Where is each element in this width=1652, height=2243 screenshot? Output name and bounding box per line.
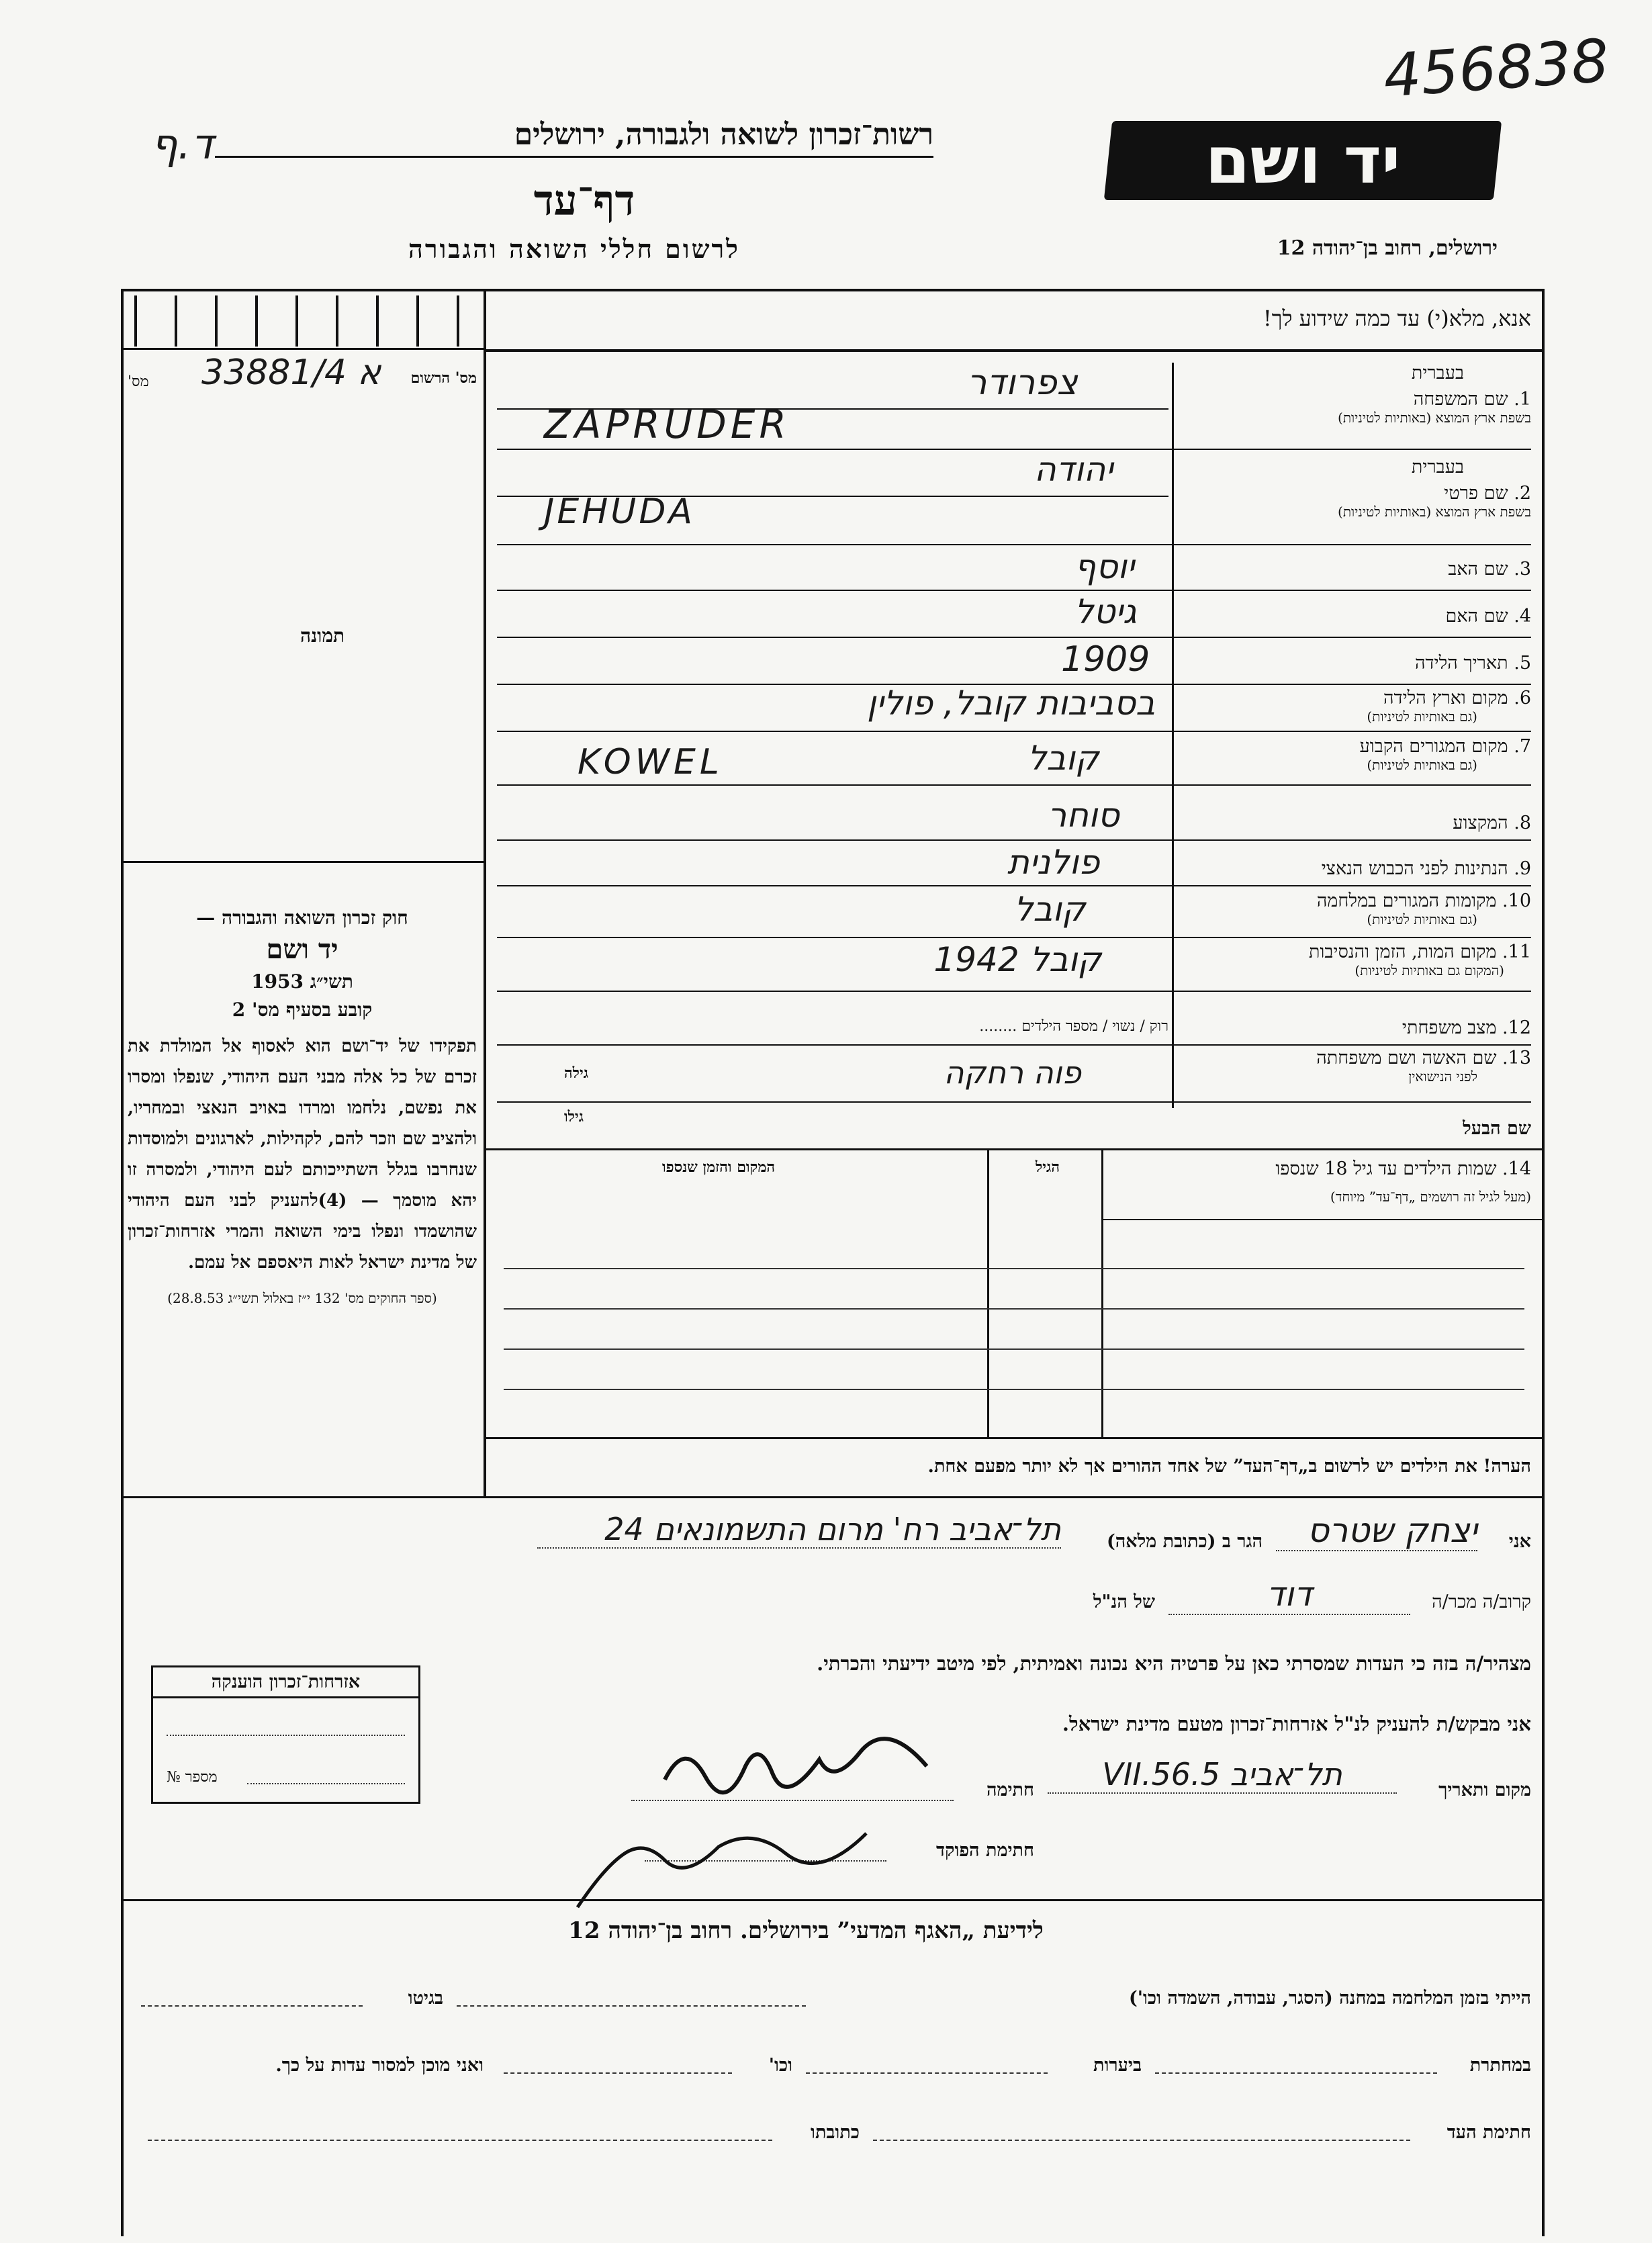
- row1-field2[interactable]: [141, 2005, 363, 2007]
- field-2: [1175, 457, 1531, 551]
- husband-label: שם הבעל: [1463, 1118, 1531, 1139]
- field-4-line: [497, 637, 1531, 638]
- field-1-label: [1175, 389, 1531, 410]
- field-13: [1175, 1048, 1531, 1085]
- statement: מצהיר/ה בזה כי העדות שמסרתי כאן על פרטיה היא נכונה ואמיתית, לפי מיטב ידיעתי והכרתי.: [817, 1652, 1531, 1675]
- note: [497, 1456, 1531, 1477]
- field-1-top: בעברית: [1411, 363, 1464, 383]
- field-9-value[interactable]: פולנית: [1007, 843, 1100, 882]
- frame-top: [121, 289, 1545, 291]
- field-3-value[interactable]: יוסף: [1074, 547, 1135, 586]
- col-place: המקום והזמן שנספו: [661, 1158, 776, 1176]
- row2-c: וכו': [768, 2055, 792, 2076]
- plea-text: אנא, מלא(י) עד כמה שידוע לך!: [1263, 306, 1531, 331]
- field-11: [1175, 942, 1531, 979]
- field-7-label: [1175, 736, 1531, 757]
- field-8-label-text: המקצוע: [1453, 813, 1508, 833]
- registration-label: מס' הרשום: [410, 369, 477, 387]
- logo-text: יד ושם: [1205, 123, 1401, 198]
- registration-no-mark: מס': [128, 373, 149, 390]
- field-11-label: [1175, 942, 1531, 962]
- field-9-line: [497, 885, 1531, 886]
- field-3-label: [1175, 559, 1531, 580]
- field-11-sub: (המקום גם באותיות לטיניות): [1355, 962, 1504, 979]
- bottom-divider: [121, 1899, 1545, 1901]
- field-4-num: 4.: [1514, 606, 1531, 627]
- address: ירושלים, רחוב בן־יהודה 12: [1277, 236, 1498, 260]
- field-4-label: [1175, 606, 1531, 627]
- field-11-label-text: מקום המות, הזמן והנסיבות: [1309, 942, 1497, 962]
- row2-a: במחתרת: [1469, 2055, 1531, 2076]
- law-source: (ספר החוקים מס' 132 י״ז באלול תשי״ג 28.8.53): [167, 1290, 437, 1306]
- field-2-top: בעברית: [1411, 457, 1464, 477]
- field-10-num: 10.: [1502, 890, 1531, 911]
- col-age: הגיל: [1036, 1158, 1060, 1176]
- addr-value[interactable]: תל־אביב רח' מרום התשמונאים 24: [537, 1511, 1061, 1549]
- field-8-line: [497, 839, 1531, 841]
- row2-field1[interactable]: [1155, 2072, 1437, 2074]
- row1-a: הייתי בזמן המלחמה במחנה (הסגר, עבודה, השמדה וכו'): [1128, 1988, 1531, 2009]
- field-3-num: 3.: [1514, 559, 1531, 580]
- children-rows: [504, 1229, 1524, 1417]
- field-10-line: [497, 937, 1531, 938]
- field-5-label: [1175, 653, 1531, 674]
- field-6-line: [497, 731, 1531, 732]
- certificate-title: אזרחות־זכרון הוענקה: [153, 1667, 418, 1698]
- note-top: [486, 1437, 1542, 1439]
- law-year: תשי״ג 1953: [251, 970, 353, 993]
- row3-field1[interactable]: [873, 2140, 1410, 2141]
- registration-value: א 33881/4: [201, 353, 381, 393]
- row3-field2[interactable]: [148, 2140, 772, 2141]
- field-2-value2[interactable]: JEHUDA: [544, 492, 695, 532]
- row2-field2[interactable]: [806, 2072, 1048, 2074]
- of-label: של הנ"ל: [1093, 1592, 1155, 1612]
- field-4-value[interactable]: גיטל: [1074, 592, 1137, 631]
- photo-bottom: [124, 861, 484, 863]
- field-2-num: 2.: [1514, 483, 1531, 504]
- field-13-num: 13.: [1502, 1048, 1531, 1068]
- law-title: חוק זכרון השואה והגבורה —: [196, 907, 408, 929]
- corner-mark: ד.ף: [151, 120, 214, 169]
- field-3-line: [497, 590, 1531, 591]
- plea-divider: [486, 349, 1542, 352]
- i-value[interactable]: יצחק שטרס: [1276, 1511, 1477, 1551]
- officer-label: חתימת הפוקד: [936, 1840, 1034, 1861]
- row2-d: ואני מוכן למסור עדות על כך.: [275, 2055, 484, 2076]
- field-9-label-text: הנתינות לפני הכבוש הנאצי: [1321, 858, 1508, 879]
- field-12-num: 12.: [1502, 1017, 1531, 1038]
- bottom-title: לידיעת „האגף המדעי” בירושלים. רחוב בן־יהודה 12: [568, 1917, 1044, 1944]
- field-13-line: [497, 1101, 1531, 1103]
- field-1-sub: בשפת ארץ המוצא (באותיות לטיניות): [1338, 410, 1531, 426]
- row1-field[interactable]: [457, 2005, 806, 2007]
- field-7: [1175, 736, 1531, 774]
- field-6-value[interactable]: בסביבות קובל, פולין: [866, 684, 1155, 723]
- field-7-num: 7.: [1514, 736, 1531, 757]
- place-date-label: מקום ותאריך: [1438, 1780, 1531, 1800]
- subtitle: לרשום חללי השואה והגבורה: [408, 234, 740, 264]
- tick-row-line: [124, 348, 484, 350]
- field-1-label-text: שם המשפחה: [1413, 389, 1508, 410]
- field-2-value[interactable]: יהודה: [1034, 450, 1113, 489]
- field-6-label: [1175, 688, 1531, 708]
- note-bottom: [121, 1496, 1545, 1498]
- signature-label: חתימה: [986, 1780, 1034, 1800]
- husband-age-label: גילו: [564, 1108, 584, 1126]
- i-label: אני: [1508, 1531, 1531, 1552]
- field-1-num: 1.: [1514, 389, 1531, 410]
- field-10-value[interactable]: קובל: [1014, 890, 1086, 929]
- children-top: [486, 1148, 1542, 1150]
- field-1-value[interactable]: צפרודר: [967, 363, 1078, 403]
- note-prefix: הערה!: [1483, 1456, 1531, 1477]
- field-10: [1175, 890, 1531, 928]
- law-clause: קובע בסעיף מס' 2: [232, 999, 373, 1021]
- field-8-num: 8.: [1514, 813, 1531, 833]
- field-12-value[interactable]: רוק / נשוי / מספר הילדים ........: [979, 1018, 1168, 1035]
- field-1-line2: [497, 449, 1531, 450]
- field-2-line2: [497, 544, 1531, 545]
- field-7-value2[interactable]: KOWEL: [578, 742, 723, 782]
- row2-field3[interactable]: [504, 2072, 732, 2074]
- law-text: תפקידו של יד־ושם הוא לאסוף אל המולדת את זכרם של כל אלה מבני העם היהודי, שנפלו ומסרו את נפשם, נלחמו ומרדו באויב הנאצי ובמחריו, ולהציב שם וזכר להם, לקהילות, לארגונים ולמוסדות שנחרבו בגלל השתייכותם לעם היהודי, ולמסרה זו יהא מוסמך — (4)להעניק לבני העם היהודי שהושמדו ונפלו בימי השואה והמרי אזרחות־זכרון של מדינת ישראל לאות היאספם אל עמם.: [128, 1036, 477, 1273]
- addr-label: הגר ב (כתובת מלאה): [1106, 1531, 1263, 1552]
- field-13-sub: לפני הנישואין: [1408, 1068, 1477, 1085]
- field-13-value[interactable]: פוה רחקה: [944, 1054, 1081, 1091]
- field-2-label: [1175, 483, 1531, 504]
- field-6: [1175, 688, 1531, 725]
- authority-title: רשות־זכרון לשואה ולגבורה, ירושלים: [215, 118, 933, 158]
- law-box: [128, 907, 477, 1307]
- field-3-label-text: שם האב: [1448, 559, 1508, 580]
- field-4-label-text: שם האם: [1445, 606, 1508, 627]
- children-sub: (מעל לגיל זה רושמים „דף־עד” מיוחד): [1330, 1189, 1531, 1205]
- frame-left: [121, 289, 124, 2236]
- photo-label: תמונה: [300, 625, 345, 647]
- note-text: את הילדים יש לרשום ב„דף־העד” של אחד ההורים אך לא יותר מפעם אחת.: [927, 1456, 1477, 1477]
- field-8-value[interactable]: סוחר: [1048, 796, 1119, 835]
- field-10-sub: (גם באותיות לטיניות): [1367, 911, 1477, 928]
- row1-b: בגיטו: [408, 1988, 443, 2009]
- rel-value[interactable]: דוד: [1168, 1575, 1410, 1615]
- tick-marks: [134, 295, 470, 347]
- field-12-label-text: מצב משפחתי: [1402, 1017, 1497, 1038]
- field-7-label-text: מקום המגורים הקבוע: [1359, 736, 1508, 757]
- field-10-label-text: מקומות המגורים במלחמה: [1316, 890, 1497, 911]
- certificate-num-line: [247, 1783, 405, 1784]
- left-col-divider: [484, 289, 486, 1498]
- field-2-label-text: שם פרטי: [1444, 483, 1508, 504]
- field-5-num: 5.: [1514, 653, 1531, 674]
- field-12-label: [1175, 1017, 1531, 1038]
- place-date-value[interactable]: תל־אביב 5.VII.56: [1048, 1756, 1397, 1794]
- certificate-num-label: מספר №: [167, 1769, 218, 1786]
- row2-b: ביערות: [1093, 2055, 1142, 2076]
- bottom-row-3: [134, 2122, 1531, 2162]
- field-7-line: [497, 784, 1531, 786]
- field-5-label-text: תאריך הלידה: [1415, 653, 1508, 674]
- field-1-value2[interactable]: ZAPRUDER: [544, 402, 790, 447]
- field-1: [1175, 363, 1531, 450]
- row3-b: כתובתו: [811, 2122, 860, 2143]
- bottom-row-1: [134, 1988, 1531, 2028]
- field-6-num: 6.: [1514, 688, 1531, 708]
- field-9-label: [1175, 858, 1531, 879]
- field-2-sub: בשפת ארץ המוצא (באותיות לטיניות): [1338, 504, 1531, 520]
- certificate-box: [151, 1665, 420, 1804]
- top-number: 456838: [1381, 26, 1612, 111]
- signature-scribble: [658, 1726, 940, 1800]
- children-label: 14. שמות הילדים עד גיל 18 שנספו: [1275, 1158, 1531, 1179]
- frame-right: [1542, 289, 1545, 2236]
- bottom-row-2: [134, 2055, 1531, 2095]
- field-11-num: 11.: [1502, 942, 1531, 962]
- page-title: דף־עד: [533, 176, 635, 225]
- signature-line[interactable]: [631, 1800, 954, 1801]
- request: אני מבקש/ת להעניק לנ"ל אזרחות־זכרון מטעם מדינת ישראל.: [1062, 1712, 1531, 1735]
- fields-area: [497, 363, 1531, 1128]
- field-10-label: [1175, 890, 1531, 911]
- field-6-sub: (גם באותיות לטיניות): [1367, 708, 1477, 725]
- field-12-line: [497, 1044, 1531, 1046]
- field-13-label: [1175, 1048, 1531, 1068]
- row3-a: חתימת העד: [1447, 2122, 1531, 2143]
- field-7-sub: (גם באותיות לטיניות): [1367, 757, 1477, 774]
- field-5-value[interactable]: 1909: [1061, 639, 1150, 680]
- rel-label: קרוב/ה מכר/ה: [1432, 1592, 1531, 1612]
- field-13-label-text: שם האשה ושם משפחתה: [1316, 1048, 1497, 1068]
- children-header-line: [1101, 1219, 1542, 1220]
- field-11-line: [497, 991, 1531, 992]
- field-9-num: 9.: [1514, 858, 1531, 879]
- field-13-extra: גילה: [564, 1064, 588, 1082]
- certificate-line: [167, 1735, 405, 1736]
- law-name: יד ושם: [266, 933, 338, 965]
- field-7-value[interactable]: קובל: [1027, 739, 1099, 778]
- field-6-label-text: מקום וארץ הלידה: [1383, 688, 1508, 708]
- field-8-label: [1175, 813, 1531, 833]
- field-11-value[interactable]: קובל 1942: [933, 940, 1101, 979]
- yad-vashem-logo: [1104, 121, 1502, 200]
